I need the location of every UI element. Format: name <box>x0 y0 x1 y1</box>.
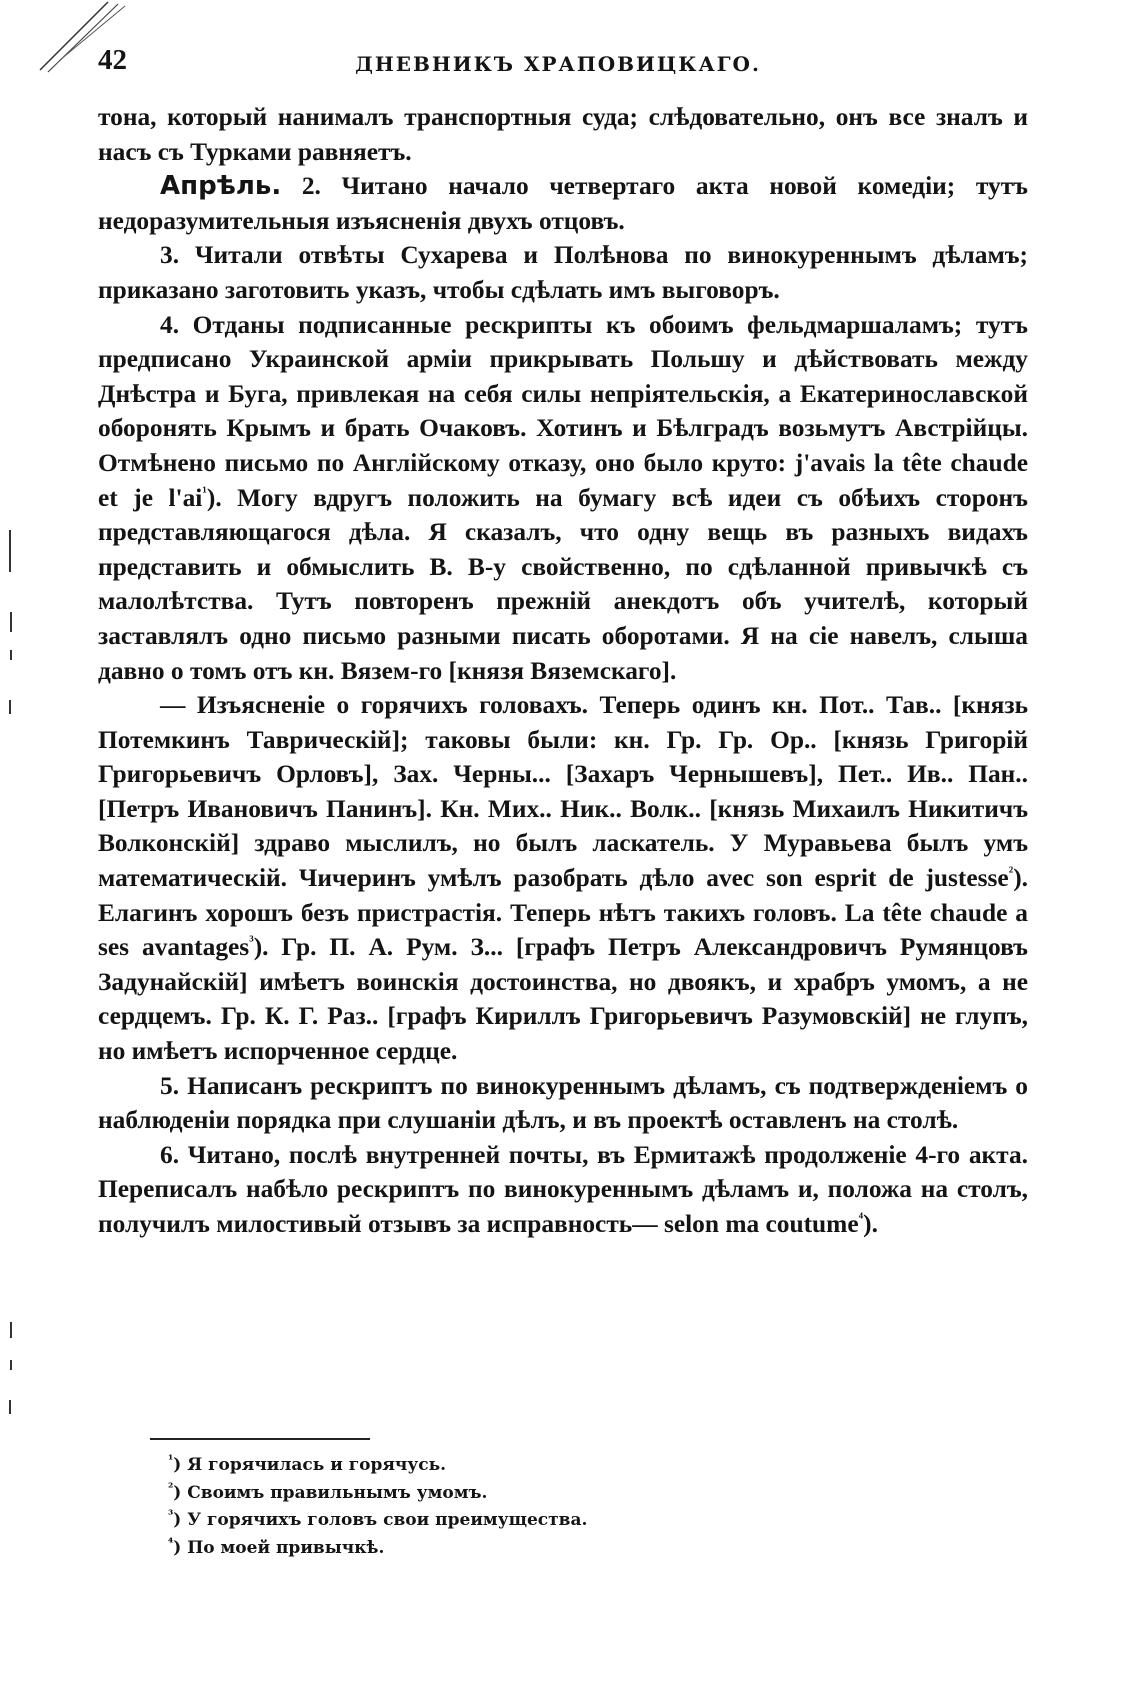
paragraph-text: 3. Читали отвѣты Сухарева и Полѣнова по винокуреннымъ дѣламъ; приказано заготовить указъ, чтобы сдѣлать имъ выговоръ. <box>98 241 1028 304</box>
paragraph-text: тона, который нанималъ транспортныя суда; слѣдовательно, онъ все зналъ и насъ съ Турками равняетъ. <box>98 103 1028 166</box>
running-title: ДНЕВНИКЪ ХРАПОВИЦКАГО. <box>355 52 761 76</box>
footnote <box>168 1535 868 1563</box>
footnote-text: ) Своимъ правильнымъ умомъ. <box>173 1482 488 1503</box>
paragraph-text: 6. Читано, послѣ внутренней почты, въ Ермитажѣ продолженіе 4-го акта. Переписалъ набѣло рескриптъ по винокуреннымъ дѣламъ и, положа на столъ, получилъ милостивый отзывъ за исправность— selon ma coutume <box>98 1140 1028 1238</box>
date-heading: Апрѣль. <box>160 171 282 202</box>
footnote-ref: ¹ <box>202 484 207 501</box>
footnote <box>168 1452 868 1480</box>
footnote-divider <box>150 1438 370 1440</box>
footnote-mark: ² <box>168 1479 174 1494</box>
body-text <box>98 100 1028 1242</box>
paragraph <box>98 169 1028 238</box>
paragraph <box>98 1069 1028 1138</box>
paragraph-text: ). Елагинъ хорошъ безъ пристрастія. Теперь нѣтъ такихъ головъ. La tête chaude a ses avantages <box>98 864 1028 962</box>
paragraph-text: 4. Отданы подписанные рескрипты къ обоимъ фельдмаршаламъ; тутъ предписано Украинской арміи прикрывать Польшу и дѣйствовать между Днѣстра и Буга, привлекая на себя силы непріятельскія, а Екатеринославской оборонять Крымъ и брать Очаковъ. Хотинъ и Бѣлградъ возьмутъ Австрійцы. Отмѣнено письмо по Англійскому отказу, оно было круто: j'avais la tête chaude et je l'ai <box>98 310 1028 512</box>
footnote <box>168 1507 868 1535</box>
footnotes <box>168 1452 868 1562</box>
footnote <box>168 1480 868 1508</box>
paragraph <box>98 238 1028 307</box>
footnote-text: ) По моей привычкѣ. <box>173 1537 385 1558</box>
page-number: 42 <box>98 44 127 76</box>
footnote-ref: ³ <box>249 933 254 950</box>
footnote-ref: ⁴ <box>858 1210 864 1227</box>
footnote-text: ) У горячихъ головъ свои преимущества. <box>173 1510 588 1530</box>
paragraph-text: 5. Написанъ рескриптъ по винокуреннымъ дѣламъ, съ подтвержденіемъ о наблюденіи порядка при слушаніи дѣлъ, и въ проектѣ оставленъ на столѣ. <box>98 1071 1028 1135</box>
page-header <box>98 44 1018 84</box>
paragraph <box>98 100 1028 169</box>
paragraph-text: ). Гр. П. А. Рум. З... [графъ Петръ Александровичъ Румянцовъ Задунайскій] имѣетъ воинскія достоинства, но двоякъ, и храбръ умомъ, а не сердцемъ. Гр. К. Г. Раз.. [графъ Кириллъ Григорьевичъ Разумовскій] не глупъ, но имѣетъ испорченное сердце. <box>98 933 1028 1066</box>
footnote-text: ) Я горячилась и горячусь. <box>173 1455 447 1475</box>
paragraph <box>98 308 1028 689</box>
paragraph-text: 2. Читано начало четвертаго акта новой комедіи; тутъ недоразумительныя изъясненія двухъ отцовъ. <box>98 172 1028 235</box>
footnote-ref: ² <box>1008 864 1014 881</box>
footnote-mark: ⁴ <box>168 1534 174 1549</box>
margin-artifacts <box>0 0 30 1699</box>
paragraph-text: ). Могу вдругъ положить на бумагу всѣ идеи съ обѣихъ сторонъ представляющагося дѣла. Я сказалъ, что одну вещь въ разныхъ видахъ представить и обмыслить В. В-у свойственно, по сдѣланной привычкѣ съ малолѣтства. Тутъ повторенъ прежній анекдотъ объ учителѣ, который заставлялъ одно письмо разными писать оборотами. Я на сіе навелъ, слыша давно о томъ отъ кн. Вязем-го [князя Вяземскаго]. <box>98 483 1028 685</box>
paragraph <box>98 1138 1028 1242</box>
footnote-mark: ¹ <box>168 1452 174 1467</box>
paragraph <box>98 688 1028 1069</box>
paragraph-text: ). <box>863 1210 878 1238</box>
paragraph-text: — Изъясненіе о горячихъ головахъ. Теперь одинъ кн. Пот.. Тав.. [князь Потемкинъ Таврическій]; таковы были: кн. Гр. Гр. Ор.. [князь Григорій Григорьевичъ Орловъ], Зах. Черны... [Захаръ Чернышевъ], Пет.. Ив.. Пан.. [Петръ Ивановичъ Панинъ]. Кн. Мих.. Ник.. Волк.. [князь Михаилъ Никитичъ Волконскій] здраво мыслилъ, но былъ ласкатель. У Муравьева былъ умъ математическій. Чичеринъ умѣлъ разобрать дѣло avec son esprit de justesse <box>98 691 1028 893</box>
footnote-mark: ³ <box>168 1507 174 1522</box>
